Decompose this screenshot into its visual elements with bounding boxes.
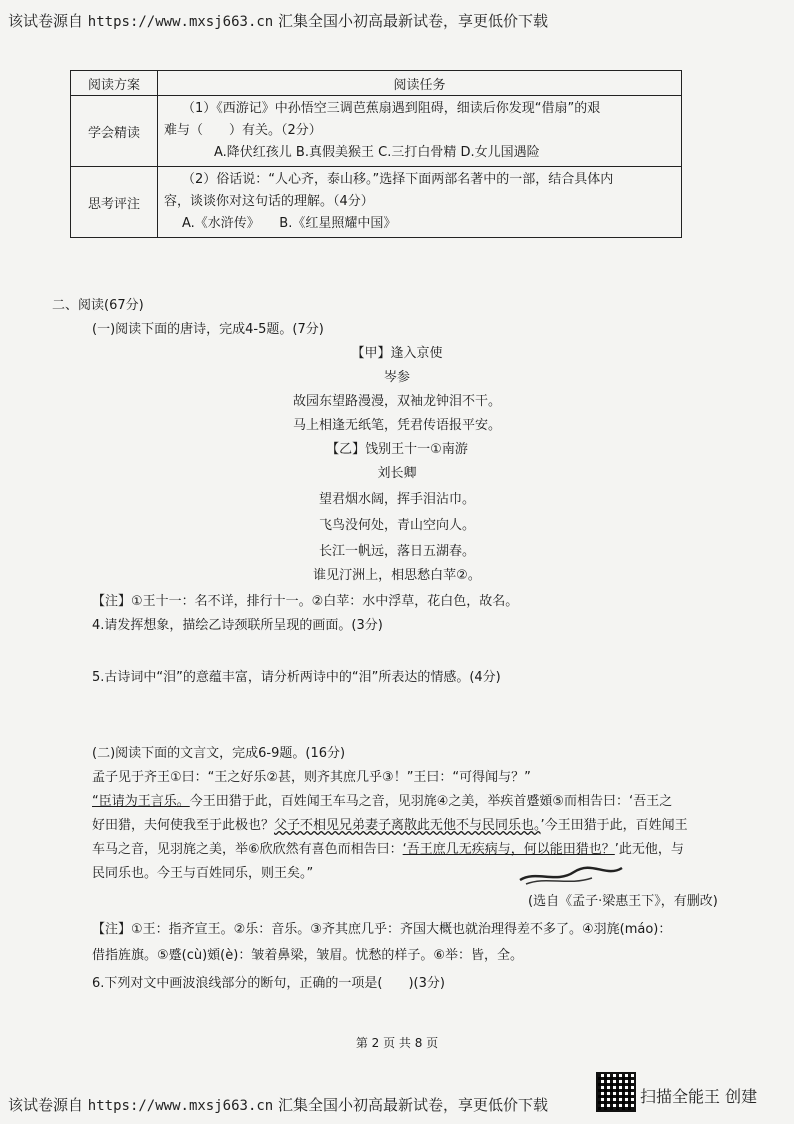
row-label: 学会精读 (71, 96, 158, 167)
scanner-watermark: 扫描全能王 创建 (640, 1087, 758, 1106)
part1-instruction: (一)阅读下面的唐诗，完成4-5题。(7分) (92, 322, 324, 337)
task-line: （1）《西游记》中孙悟空三调芭蕉扇遇到阻碍，细读后你发现“借扇”的艰 (182, 101, 601, 116)
table-head-plan: 阅读方案 (71, 71, 158, 96)
poem-line: 望君烟水阔，挥手泪沾巾。 (318, 492, 475, 507)
poem-line: 故园东望路漫漫，双袖龙钟泪不干。 (292, 394, 501, 409)
row-content (158, 167, 682, 238)
header-source (8, 10, 548, 31)
prose-wavy: 父子不相见兄弟妻子离散此无他不与民同乐也。 (274, 818, 541, 833)
prose-note: 借指旌旗。⑤蹙(cù)頞(è)：皱着鼻梁，皱眉。忧愁的样子。⑥举：皆，全。 (92, 948, 523, 963)
poem1-author: 岑参 (383, 370, 410, 385)
footer-prefix: 该试卷源自 (8, 1096, 84, 1114)
task-options: A.降伏红孩儿 B.真假美猴王 C.三打白骨精 D.女儿国遇险 (214, 145, 540, 160)
prose-text: 好田猎，夫何使我至于此极也？ (92, 818, 275, 833)
footer-source (8, 1094, 548, 1115)
prose-underlined: ‘吾王庶几无疾病与，何以能田猎也？ (402, 842, 615, 857)
table-row (71, 96, 682, 167)
task-line: 难与（ ）有关。（2分） (164, 123, 322, 138)
poem2-author: 刘长卿 (377, 466, 417, 481)
row-label: 思考评注 (71, 167, 158, 238)
task-options: A.《水浒传》 B.《红星照耀中国》 (182, 216, 397, 231)
prose-line (92, 814, 688, 833)
question-5: 5.古诗词中“泪”的意蕴丰富，请分析两诗中的“泪”所表达的情感。(4分) (92, 670, 501, 685)
poem-line: 马上相逢无纸笔，凭君传语报平安。 (292, 418, 501, 433)
prose-underlined: “臣请为王言乐。 (92, 794, 190, 809)
poem1-title: 【甲】逢入京使 (351, 346, 443, 361)
prose-note: 【注】①王：指齐宣王。②乐：音乐。③齐其庶几乎：齐国大概也就治理得差不多了。④羽旄(máo)： (92, 922, 672, 937)
header-suffix: 汇集全国小初高最新试卷，享更低价下载 (278, 12, 549, 30)
task-line: （2）俗话说：“人心齐，泰山移。”选择下面两部名著中的一部，结合具体内 (182, 172, 614, 187)
footer-suffix: 汇集全国小初高最新试卷，享更低价下载 (278, 1096, 549, 1114)
row-content (158, 96, 682, 167)
header-prefix: 该试卷源自 (8, 12, 84, 30)
footer-url[interactable]: https://www.mxsj663.cn (87, 1098, 274, 1114)
header-url[interactable]: https://www.mxsj663.cn (87, 14, 274, 30)
part2-instruction: (二)阅读下面的文言文，完成6-9题。(16分) (92, 746, 346, 761)
question-4: 4.请发挥想象，描绘乙诗颈联所呈现的画面。(3分) (92, 618, 383, 633)
qr-code-icon[interactable] (596, 1072, 636, 1112)
task-line: 容，谈谈你对这句话的理解。（4分） (164, 194, 374, 209)
prose-text: ’今王田猎于此，百姓闻王 (540, 818, 688, 833)
table-row (71, 167, 682, 238)
table-header-row (71, 71, 682, 96)
question-6: 6.下列对文中画波浪线部分的断句，正确的一项是( )(3分) (92, 976, 445, 991)
poem-note: 【注】①王十一：名不详，排行十一。②白苹：水中浮草，花白色，故名。 (92, 594, 519, 609)
poem2-title: 【乙】饯别王十一①南游 (326, 442, 468, 457)
poem-line: 飞鸟没何处，青山空向人。 (318, 518, 475, 533)
poem-line: 长江一帆远，落日五湖春。 (318, 544, 475, 559)
prose-line: 孟子见于齐王①曰：“王之好乐②甚，则齐其庶几乎③！”王曰：“可得闻与？” (92, 770, 531, 785)
ink-scribble (516, 862, 626, 888)
prose-line (92, 838, 684, 857)
section-title: 二、阅读(67分) (52, 298, 144, 313)
prose-source: (选自《孟子·梁惠王下》，有删改) (528, 894, 718, 909)
prose-text: 车马之音，见羽旄之美，举⑥欣欣然有喜色而相告曰： (92, 842, 403, 857)
poem-line: 谁见汀洲上，相思愁白苹②。 (313, 568, 481, 583)
prose-text: 今王田猎于此，百姓闻王车马之音，见羽旄④之美，举疾首蹙頞⑤而相告曰：‘吾王之 (189, 794, 673, 809)
prose-line (92, 790, 672, 809)
prose-line: 民同乐也。今王与百姓同乐，则王矣。” (92, 866, 314, 881)
page-number: 第 2 页 共 8 页 (355, 1036, 439, 1050)
table-head-task: 阅读任务 (158, 71, 682, 96)
prose-text: ’此无他，与 (614, 842, 684, 857)
reading-task-table (70, 70, 682, 238)
